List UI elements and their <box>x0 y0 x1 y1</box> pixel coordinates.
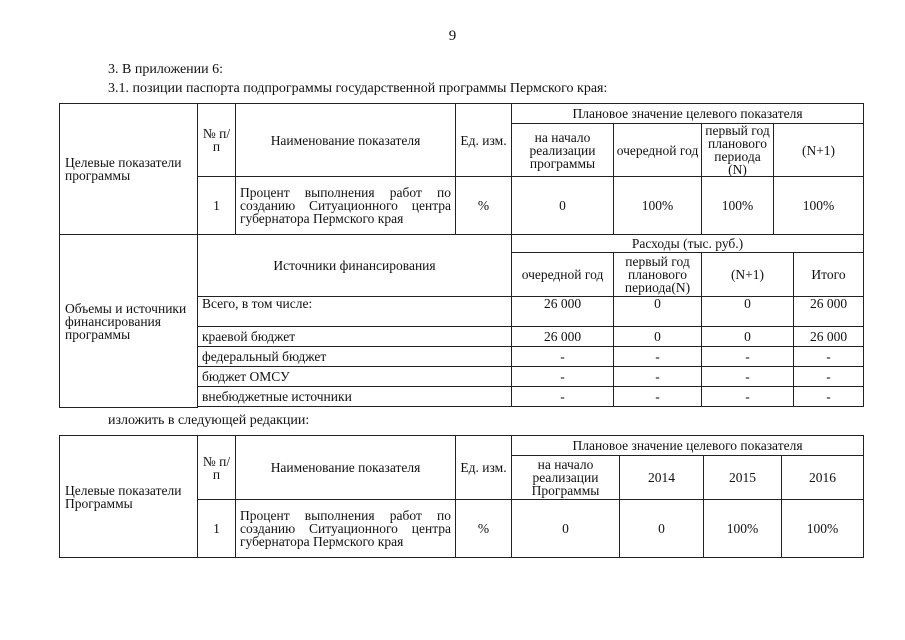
row-value-2014: 0 <box>620 500 704 558</box>
col-unit-header: Ед. изм. <box>456 104 512 177</box>
fin-row-name: внебюджетные источники <box>198 387 512 407</box>
col-next-year-header: очередной год <box>614 124 702 177</box>
row-value-n1: 100% <box>774 177 864 235</box>
plan-value-header: Плановое значение целевого показателя <box>512 104 864 124</box>
fin-row-value: 26 000 <box>794 297 864 327</box>
fin-row-name: краевой бюджет <box>198 327 512 347</box>
exp-n1-header: (N+1) <box>702 253 794 297</box>
row-value-2016: 100% <box>782 500 864 558</box>
row-num: 1 <box>198 177 236 235</box>
exp-total-header: Итого <box>794 253 864 297</box>
fin-row-value: 0 <box>614 327 702 347</box>
col-start-header: на начало реализации Программы <box>512 456 620 500</box>
exp-first-year-header: первый год планового периода(N) <box>614 253 702 297</box>
fin-row-value: - <box>614 387 702 407</box>
page-number: 9 <box>448 28 457 44</box>
fin-row-value: - <box>614 367 702 387</box>
fin-row-value: 0 <box>702 327 794 347</box>
fin-row-value: 26 000 <box>794 327 864 347</box>
col-first-year-header: первый год планового периода (N) <box>702 124 774 177</box>
fin-row-name: бюджет ОМСУ <box>198 367 512 387</box>
targets-section-label: Целевые показатели программы <box>60 104 198 235</box>
finance-section-label: Объемы и источники финансирования программы <box>60 235 198 408</box>
col-name-header: Наименование показателя <box>236 436 456 500</box>
sources-header: Источники финансирования <box>198 235 512 297</box>
exp-next-year-header: очередной год <box>512 253 614 297</box>
targets-section-label: Целевые показатели Программы <box>60 436 198 558</box>
fin-row-value: - <box>512 387 614 407</box>
row-value-start: 0 <box>512 500 620 558</box>
fin-row-value: 26 000 <box>512 327 614 347</box>
fin-row-value: 0 <box>614 297 702 327</box>
fin-row-value: - <box>512 347 614 367</box>
item-3-heading: 3. В приложении 6: <box>108 62 224 77</box>
expenses-header: Расходы (тыс. руб.) <box>512 235 864 253</box>
col-num-header: № п/п <box>198 104 236 177</box>
fin-row-value: - <box>794 347 864 367</box>
col-year-2014-header: 2014 <box>620 456 704 500</box>
col-year-2016-header: 2016 <box>782 456 864 500</box>
plan-value-header: Плановое значение целевого показателя <box>512 436 864 456</box>
col-year-2015-header: 2015 <box>704 456 782 500</box>
row-value-next: 100% <box>614 177 702 235</box>
fin-row-value: - <box>702 367 794 387</box>
fin-row-name: федеральный бюджет <box>198 347 512 367</box>
col-name-header: Наименование показателя <box>236 104 456 177</box>
fin-row-value: - <box>614 347 702 367</box>
fin-row-value: - <box>512 367 614 387</box>
row-unit: % <box>456 500 512 558</box>
fin-row-value: 0 <box>702 297 794 327</box>
col-num-header: № п/п <box>198 436 236 500</box>
fin-row-value: - <box>702 347 794 367</box>
row-value-first: 100% <box>702 177 774 235</box>
row-num: 1 <box>198 500 236 558</box>
col-start-header: на начало реализации программы <box>512 124 614 177</box>
row-indicator-name: Процент выполнения работ по созданию Ситуационного центра губернатора Пермского края <box>236 177 456 235</box>
row-indicator-name: Процент выполнения работ по созданию Ситуационного центра губернатора Пермского края <box>236 500 456 558</box>
new-passport-table <box>59 435 864 558</box>
row-unit: % <box>456 177 512 235</box>
fin-row-value: - <box>702 387 794 407</box>
old-passport-table <box>59 103 864 408</box>
col-unit-header: Ед. изм. <box>456 436 512 500</box>
row-value-start: 0 <box>512 177 614 235</box>
fin-row-total-name: Всего, в том числе: <box>198 297 512 327</box>
row-value-2015: 100% <box>704 500 782 558</box>
col-n1-header: (N+1) <box>774 124 864 177</box>
fin-row-value: 26 000 <box>512 297 614 327</box>
replace-with-text: изложить в следующей редакции: <box>108 413 310 428</box>
item-3-1-heading: 3.1. позиции паспорта подпрограммы государственной программы Пермского края: <box>108 81 608 96</box>
fin-row-value: - <box>794 367 864 387</box>
fin-row-value: - <box>794 387 864 407</box>
